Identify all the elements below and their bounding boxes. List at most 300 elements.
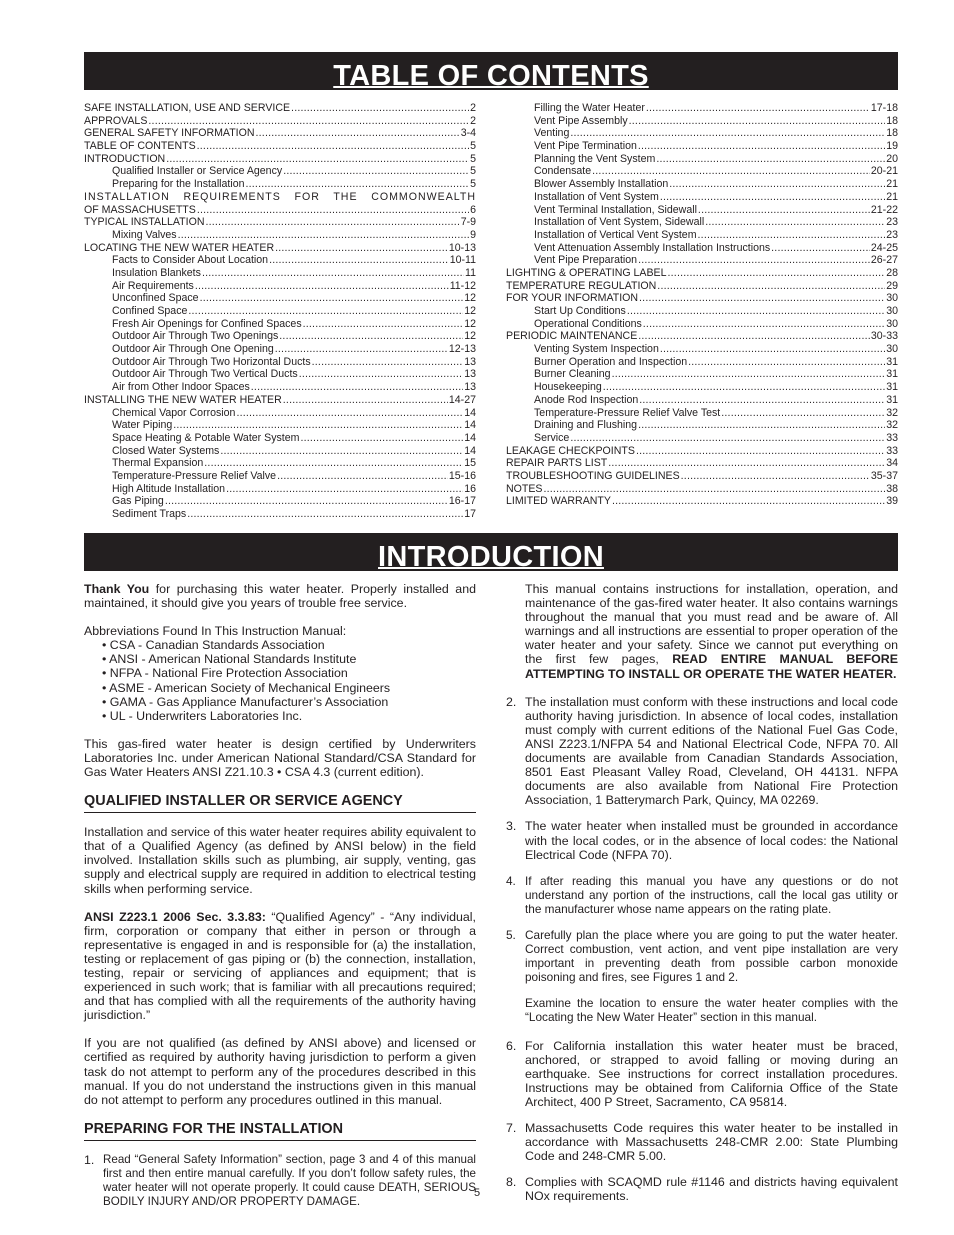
toc-page-number: 12 bbox=[464, 305, 476, 318]
item-text: Complies with SCAQMD rule #1146 and districts having equivalent NOx requirements. bbox=[525, 1175, 898, 1204]
toc-entry-label: Facts to Consider About Location bbox=[112, 254, 269, 267]
toc-entry bbox=[84, 153, 476, 166]
toc-entry-label: High Altitude Installation bbox=[112, 482, 226, 495]
toc-subentry bbox=[506, 343, 898, 356]
toc-subentry bbox=[506, 407, 898, 420]
toc-subentry bbox=[84, 483, 476, 496]
toc-leader-dots bbox=[656, 153, 885, 166]
toc-page-number: 21-22 bbox=[870, 203, 898, 216]
toc-subentry bbox=[506, 191, 898, 204]
toc-page-number: 17-18 bbox=[870, 102, 898, 114]
toc-subentry bbox=[84, 330, 476, 343]
toc-entry-label: PERIODIC MAINTENANCE bbox=[506, 330, 638, 343]
toc-leader-dots bbox=[612, 495, 885, 508]
toc-subentry bbox=[84, 356, 476, 369]
thank-you-bold: Thank You bbox=[84, 582, 150, 596]
toc-leader-dots bbox=[646, 102, 870, 115]
ansi-reference: ANSI Z223.1 2006 Sec. 3.3.83: bbox=[84, 909, 266, 924]
numbered-item-2 bbox=[506, 695, 898, 808]
item-number: 2. bbox=[506, 694, 517, 709]
toc-page-number: 10-11 bbox=[449, 254, 476, 267]
toc-leader-dots bbox=[705, 216, 885, 229]
toc-entry-label: Outdoor Air Through One Opening bbox=[112, 343, 274, 356]
toc-heading: TABLE OF CONTENTS bbox=[84, 52, 898, 90]
toc-page-number: 12-13 bbox=[448, 343, 476, 356]
toc-leader-dots bbox=[197, 204, 469, 217]
toc-leader-dots bbox=[291, 102, 469, 115]
item-1-continuation-text: This manual contains instructions for installation, operation, and maintenance of the gas-fired water heater. It also contains warnings throughout the manual that you must read and be aware of. All warnings and all instructions are essential to proper operation of the water heater and your safety. Since we cannot put everything on the first few pages, bbox=[525, 582, 898, 667]
toc-page-number: 13 bbox=[464, 355, 476, 368]
toc-leader-dots bbox=[688, 356, 885, 369]
toc-entry-label: Blower Assembly Installation bbox=[534, 178, 669, 191]
toc-page-number: 33 bbox=[886, 431, 898, 444]
toc-subentry bbox=[84, 368, 476, 381]
toc-entry-label: NOTES bbox=[506, 482, 543, 495]
toc-page-number: 16-17 bbox=[448, 495, 476, 508]
toc-leader-dots bbox=[638, 140, 885, 153]
toc-entry-label: Confined Space bbox=[112, 305, 188, 318]
toc-leader-dots bbox=[166, 153, 469, 166]
toc-page-number: 12 bbox=[464, 292, 476, 305]
toc-subentry bbox=[506, 204, 898, 217]
toc-subentry bbox=[84, 445, 476, 458]
toc-entry-label: FOR YOUR INFORMATION bbox=[506, 292, 639, 305]
toc-page-number: 11 bbox=[465, 266, 476, 279]
toc-page-number: 6 bbox=[470, 203, 476, 216]
abbreviation-item: • ASME - American Society of Mechanical Engineers bbox=[84, 681, 476, 695]
toc-page-number: 18 bbox=[886, 127, 898, 140]
toc-entry-label: Installation of Vertical Vent System bbox=[534, 228, 697, 241]
toc-subentry bbox=[84, 419, 476, 432]
toc-leader-dots bbox=[721, 407, 885, 420]
item-number: 3. bbox=[506, 819, 517, 834]
item-text: Read “General Safety Information” section, page 3 and 4 of this manual first and then entire manual carefully. If you don’t follow safety rules, the water heater will not operate properly. It could cause DEATH, SERIOUS BODILY INJURY AND/OR PROPERTY DAMAGE. bbox=[103, 1152, 476, 1209]
toc-leader-dots bbox=[570, 432, 885, 445]
toc-page-number: 31 bbox=[886, 393, 898, 406]
toc-entry-label: Closed Water Systems bbox=[112, 444, 220, 457]
toc-entry-label: Vent Pipe Termination bbox=[534, 140, 637, 153]
toc-entry bbox=[84, 394, 476, 407]
toc-entry-label: LOCATING THE NEW WATER HEATER bbox=[84, 241, 275, 254]
toc-page-number: 30 bbox=[886, 292, 898, 305]
toc-page-number: 28 bbox=[886, 266, 898, 279]
toc-page-number: 17 bbox=[464, 508, 476, 521]
toc-leader-dots bbox=[669, 178, 885, 191]
toc-entry-label: Sediment Traps bbox=[112, 508, 187, 521]
ansi-definition-text: “Qualified Agency” - “Any individual, firm, corporation or company that either in person or through a representative is engaged in and is responsible for (a) the installation, testing or replacement of gas piping or (b) the connection, installation, testing, repair or servicing of appliances and equipment; that is experienced in such work; that is familiar with all precautions required; and that has complied with all the requirements of the authority having jurisdiction.” bbox=[84, 909, 476, 1023]
toc-entry-label: TABLE OF CONTENTS bbox=[84, 140, 196, 153]
toc-entry-label: Housekeeping bbox=[534, 381, 602, 394]
toc-entry-label: LIGHTING & OPERATING LABEL bbox=[506, 266, 667, 279]
toc-page-number: 5 bbox=[470, 152, 476, 165]
read-entire-manual-warning: READ ENTIRE MANUAL BEFORE ATTEMPTING TO INSTALL OR OPERATE THE WATER HEATER. bbox=[525, 652, 898, 681]
toc-entry-label: INSTALLATION REQUIREMENTS FOR THE COMMONWEALTH bbox=[84, 190, 476, 203]
toc-entry-label: APPROVALS bbox=[84, 114, 148, 127]
toc-subentry bbox=[84, 381, 476, 394]
toc-leader-dots bbox=[173, 419, 463, 432]
toc-leader-dots bbox=[627, 305, 885, 318]
toc-page-number: 19 bbox=[886, 140, 898, 153]
toc-page-number: 38 bbox=[886, 482, 898, 495]
toc-subentry bbox=[506, 254, 898, 267]
toc-leader-dots bbox=[220, 445, 463, 458]
toc-page-number: 24-25 bbox=[870, 241, 898, 254]
toc-page-number: 14 bbox=[464, 444, 476, 457]
toc-page-number: 12 bbox=[464, 317, 476, 330]
toc-subentry bbox=[506, 153, 898, 166]
toc-leader-dots bbox=[660, 343, 885, 356]
toc-entry-label: Temperature-Pressure Relief Valve bbox=[112, 469, 277, 482]
toc-entry-label: Water Piping bbox=[112, 419, 173, 432]
toc-entry-label: Qualified Installer or Service Agency bbox=[112, 165, 283, 178]
toc-page-number: 15 bbox=[464, 457, 476, 470]
toc-leader-dots bbox=[236, 407, 463, 420]
toc-page-number: 31 bbox=[886, 368, 898, 381]
item-text: For California installation this water heater must be braced, anchored, or strapped to avoid falling or moving during an earthquake. See instructions for correct installation procedures. Instructions may be obtained from California Office of the State Architect, 400 P Street, Sacramento, CA 95814. bbox=[525, 1038, 898, 1109]
toc-page-number: 12 bbox=[464, 330, 476, 343]
toc-leader-dots bbox=[275, 242, 448, 255]
toc-page-number: 29 bbox=[886, 279, 898, 292]
numbered-item-7 bbox=[506, 1121, 898, 1163]
toc-subentry bbox=[84, 254, 476, 267]
toc-leader-dots bbox=[638, 330, 870, 343]
toc-entry bbox=[506, 495, 898, 508]
toc-leader-dots bbox=[187, 508, 463, 521]
toc-subentry bbox=[84, 280, 476, 293]
toc-page-number: 21 bbox=[886, 190, 898, 203]
toc-subentry bbox=[84, 432, 476, 445]
toc-subentry bbox=[84, 229, 476, 242]
toc-entry-label: Vent Terminal Installation, Sidewall bbox=[534, 203, 697, 216]
toc-entry-label: Venting bbox=[534, 127, 570, 140]
toc-page-number: 39 bbox=[886, 495, 898, 508]
toc-page-number: 31 bbox=[886, 381, 898, 394]
toc-page-number: 14 bbox=[464, 419, 476, 432]
toc-subentry bbox=[84, 495, 476, 508]
toc-subentry bbox=[506, 165, 898, 178]
toc-leader-dots bbox=[256, 127, 460, 140]
toc-entry-label: Installation of Vent System, Sidewall bbox=[534, 216, 705, 229]
item-number: 8. bbox=[506, 1175, 517, 1190]
toc-entry-label: Vent Pipe Assembly bbox=[534, 114, 628, 127]
toc-page-number: 26-27 bbox=[870, 254, 898, 267]
numbered-item-4 bbox=[506, 874, 898, 916]
toc-subentry bbox=[506, 356, 898, 369]
toc-subentry bbox=[84, 305, 476, 318]
toc-page-number: 10-13 bbox=[448, 241, 476, 254]
abbreviation-item: • UL - Underwriters Laboratories Inc. bbox=[84, 709, 476, 723]
toc-page-number: 31 bbox=[886, 355, 898, 368]
toc-leader-dots bbox=[283, 394, 448, 407]
item-number: 6. bbox=[506, 1038, 517, 1053]
toc-entry-label: Chemical Vapor Corrosion bbox=[112, 406, 236, 419]
toc-entry bbox=[84, 191, 476, 216]
toc-subentry bbox=[84, 407, 476, 420]
toc-subentry bbox=[506, 229, 898, 242]
toc-entry-label: Insulation Blankets bbox=[112, 266, 201, 279]
toc-entry-label: TEMPERATURE REGULATION bbox=[506, 279, 657, 292]
toc-leader-dots bbox=[570, 127, 885, 140]
toc-entry-label: Fresh Air Openings for Confined Spaces bbox=[112, 317, 302, 330]
toc-subentry bbox=[506, 368, 898, 381]
toc-page-number: 9 bbox=[470, 228, 476, 241]
toc-subentry bbox=[506, 178, 898, 191]
toc-page-number: 18 bbox=[886, 114, 898, 127]
toc-leader-dots bbox=[660, 191, 885, 204]
item-number: 1. bbox=[84, 1152, 95, 1167]
not-qualified-paragraph: If you are not qualified (as defined by ANSI above) and licensed or certified as required by authority having jurisdiction to perform a given task do not attempt to perform any of the procedures described in this manual. If you do not understand the instructions given in this manual do not attempt to perform any procedures outlined in this manual. bbox=[84, 1036, 476, 1107]
toc-page-number: 11-12 bbox=[449, 279, 476, 292]
item-text: Carefully plan the place where you are going to put the water heater. Correct combustion, vent action, and vent pipe installation are very important in preventing death from possible carbon monoxide poisoning and fires, see Figures 1 and 2. bbox=[525, 927, 898, 985]
toc-leader-dots bbox=[638, 419, 885, 432]
toc-entry-label: TYPICAL INSTALLATION bbox=[84, 216, 205, 229]
toc-subentry bbox=[84, 343, 476, 356]
toc-leader-dots bbox=[277, 470, 448, 483]
toc-page-number: 30 bbox=[886, 317, 898, 330]
toc-subentry bbox=[506, 432, 898, 445]
toc-leader-dots bbox=[148, 115, 469, 128]
toc-entry-label: LEAKAGE CHECKPOINTS bbox=[506, 444, 635, 457]
toc-entry-label: SAFE INSTALLATION, USE AND SERVICE bbox=[84, 102, 291, 114]
toc-leader-dots bbox=[226, 483, 463, 496]
thank-you-text: for purchasing this water heater. Properly installed and maintained, it should give you years of trouble free service. bbox=[84, 582, 476, 611]
toc-entry bbox=[506, 292, 898, 305]
abbreviation-item: • CSA - Canadian Standards Association bbox=[84, 638, 476, 652]
toc-leader-dots bbox=[202, 267, 464, 280]
item-1-continuation bbox=[506, 582, 898, 681]
toc-page-number: 23 bbox=[886, 216, 898, 229]
toc-page-number: 30 bbox=[886, 343, 898, 356]
toc-entry-label: Anode Rod Inspection bbox=[534, 393, 639, 406]
toc-page-number: 32 bbox=[886, 406, 898, 419]
toc-leader-dots bbox=[698, 229, 886, 242]
toc-page-number: 14 bbox=[464, 406, 476, 419]
toc-page-number: 2 bbox=[470, 102, 476, 114]
page-number: 5 bbox=[473, 1187, 481, 1199]
ansi-definition-paragraph bbox=[84, 910, 476, 1023]
abbreviations-list bbox=[84, 624, 476, 723]
toc-leader-dots bbox=[681, 470, 870, 483]
toc-subentry bbox=[84, 165, 476, 178]
toc-page-number: 34 bbox=[886, 457, 898, 470]
toc-page-number: 23 bbox=[886, 228, 898, 241]
toc-subentry bbox=[506, 102, 898, 115]
toc-leader-dots bbox=[178, 229, 470, 242]
toc-leader-dots bbox=[283, 165, 469, 178]
toc-leader-dots bbox=[643, 318, 885, 331]
toc-page-number: 14 bbox=[464, 431, 476, 444]
toc-entry bbox=[84, 242, 476, 255]
toc-leader-dots bbox=[300, 432, 463, 445]
toc-entry bbox=[506, 280, 898, 293]
item-text: The water heater when installed must be grounded in accordance with the local codes, or in the absence of local codes: the National Electrical Code (NFPA 70). bbox=[525, 819, 898, 862]
toc-leader-dots bbox=[608, 457, 885, 470]
toc-leader-dots bbox=[603, 381, 885, 394]
toc-subentry bbox=[84, 292, 476, 305]
numbered-item-5 bbox=[506, 928, 898, 984]
toc-leader-dots bbox=[275, 343, 448, 356]
toc-page-number: 14-27 bbox=[448, 393, 476, 406]
toc-leader-dots bbox=[303, 318, 464, 331]
toc-entry-label: Thermal Expansion bbox=[112, 457, 204, 470]
toc-entry-label: Vent Attenuation Assembly Installation Instructions bbox=[534, 241, 771, 254]
toc-entry-label: Installation of Vent System bbox=[534, 190, 659, 203]
toc-entry-label: INSTALLING THE NEW WATER HEATER bbox=[84, 393, 282, 406]
toc-leader-dots bbox=[612, 368, 886, 381]
toc-leader-dots bbox=[636, 445, 885, 458]
toc-entry-label: Venting System Inspection bbox=[534, 343, 659, 356]
toc-subentry bbox=[506, 381, 898, 394]
toc-entry-label: Outdoor Air Through Two Vertical Ducts bbox=[112, 368, 298, 381]
toc-entry bbox=[506, 483, 898, 496]
toc-entry-label: GENERAL SAFETY INFORMATION bbox=[84, 127, 255, 140]
toc-page-number: 35-37 bbox=[870, 469, 898, 482]
intro-right-column bbox=[506, 582, 898, 1215]
numbered-item-1 bbox=[84, 1153, 476, 1209]
toc-entry-label: Air from Other Indoor Spaces bbox=[112, 381, 250, 394]
toc-leader-dots bbox=[251, 381, 463, 394]
intro-left-column bbox=[84, 582, 476, 1221]
toc-subentry bbox=[506, 419, 898, 432]
introduction-heading: INTRODUCTION bbox=[84, 533, 898, 571]
toc-subentry bbox=[84, 318, 476, 331]
toc-page-number: 32 bbox=[886, 419, 898, 432]
item-text: Massachusetts Code requires this water heater to be installed in accordance with Massachusetts 248-CMR 2.00: State Plumbing Code and 248-CMR 5.00. bbox=[525, 1121, 898, 1164]
toc-leader-dots bbox=[657, 280, 885, 293]
toc-page-number: 5 bbox=[470, 178, 476, 191]
toc-page-number: 2 bbox=[470, 114, 476, 127]
toc-entry bbox=[84, 102, 476, 115]
toc-page-number: 15-16 bbox=[448, 469, 476, 482]
toc-entry-label: Condensate bbox=[534, 165, 592, 178]
toc-entry-label: REPAIR PARTS LIST bbox=[506, 457, 608, 470]
toc-leader-dots bbox=[165, 495, 448, 508]
toc-page-number: 20-21 bbox=[870, 165, 898, 178]
toc-page-number: 30-33 bbox=[870, 330, 898, 343]
item-number: 5. bbox=[506, 927, 516, 942]
toc-subentry bbox=[84, 508, 476, 521]
qualified-installer-heading: QUALIFIED INSTALLER OR SERVICE AGENCY bbox=[84, 793, 476, 813]
toc-entry bbox=[506, 330, 898, 343]
toc-entry-label: LIMITED WARRANTY bbox=[506, 495, 611, 508]
toc-leader-dots bbox=[299, 368, 464, 381]
thank-you-paragraph bbox=[84, 582, 476, 610]
toc-entry bbox=[506, 445, 898, 458]
toc-subentry bbox=[506, 216, 898, 229]
toc-entry-label: Burner Operation and Inspection bbox=[534, 355, 688, 368]
toc-subentry bbox=[506, 318, 898, 331]
item-number: 4. bbox=[506, 873, 516, 888]
toc-subentry bbox=[506, 394, 898, 407]
numbered-item-6 bbox=[506, 1039, 898, 1109]
toc-entry-label: Planning the Vent System bbox=[534, 152, 656, 165]
toc-subentry bbox=[84, 457, 476, 470]
toc-subentry bbox=[84, 267, 476, 280]
abbreviations-title: Abbreviations Found In This Instruction Manual: bbox=[84, 624, 347, 639]
toc-page-number: 30 bbox=[886, 305, 898, 317]
toc-entry-label: Filling the Water Heater bbox=[534, 102, 645, 114]
toc-entry-label: OF MASSACHUSETTS bbox=[84, 203, 196, 216]
toc-page-number: 5 bbox=[470, 140, 476, 153]
toc-leader-dots bbox=[204, 457, 463, 470]
toc-entry-label: Service bbox=[534, 431, 570, 444]
toc-entry-label: Mixing Valves bbox=[112, 228, 177, 241]
toc-page-number: 13 bbox=[464, 381, 476, 394]
abbreviation-item: • GAMA - Gas Appliance Manufacturer’s Association bbox=[84, 695, 476, 709]
toc-subentry bbox=[506, 127, 898, 140]
numbered-item-3 bbox=[506, 819, 898, 861]
toc-leader-dots bbox=[312, 356, 464, 369]
toc-entry-label: Vent Pipe Preparation bbox=[534, 254, 638, 267]
item-text: The installation must conform with these instructions and local code authority having jurisdiction. In absence of local codes, installation must comply with current editions of the National Fuel Gas Code, ANSI Z223.1/NFPA 54 and National Electrical Code, NFPA 70. All documents are available from Canadian Standards Association, 8501 East Pleasant Valley Road, Cleveland, OH 44131. NFPA documents are also available from National Fire Protection Association, 1 Batterymarch Park, Quincy, MA 02269. bbox=[525, 694, 898, 808]
toc-entry-label: Start Up Conditions bbox=[534, 305, 626, 317]
toc-page-number: 5 bbox=[470, 165, 476, 178]
item-number: 7. bbox=[506, 1121, 517, 1135]
toc-leader-dots bbox=[639, 292, 885, 305]
toc-leader-dots bbox=[269, 254, 449, 267]
toc-entry-label: Outdoor Air Through Two Openings bbox=[112, 330, 279, 343]
toc-leader-dots bbox=[279, 330, 463, 343]
toc-subentry bbox=[506, 140, 898, 153]
toc-entry bbox=[506, 470, 898, 483]
abbreviation-item: • NFPA - National Fire Protection Association bbox=[84, 666, 476, 680]
toc-entry-label: Preparing for the Installation bbox=[112, 178, 245, 191]
toc-page-number: 7-9 bbox=[460, 216, 476, 229]
toc-entry bbox=[84, 216, 476, 229]
toc-leader-dots bbox=[638, 254, 870, 267]
toc-entry bbox=[84, 115, 476, 128]
toc-entry-label: Temperature-Pressure Relief Valve Test bbox=[534, 406, 721, 419]
toc-leader-dots bbox=[629, 115, 886, 128]
toc-leader-dots bbox=[246, 178, 470, 191]
toc-entry-label: Air Requirements bbox=[112, 279, 194, 292]
toc-entry bbox=[506, 457, 898, 470]
toc-entry-label: INTRODUCTION bbox=[84, 152, 166, 165]
toc-page-number: 3-4 bbox=[460, 127, 476, 140]
toc-page-number: 13 bbox=[464, 368, 476, 381]
toc-entry-label: Outdoor Air Through Two Horizontal Ducts bbox=[112, 355, 311, 368]
toc-entry-label: Space Heating & Potable Water System bbox=[112, 431, 300, 444]
design-certification-paragraph: This gas-fired water heater is design certified by Underwriters Laboratories Inc. under American National Standard/CSA Standard for Gas Water Heaters ANSI Z21.10.3 • CSA 4.3 (current edition). bbox=[84, 736, 476, 780]
toc-entry bbox=[84, 140, 476, 153]
toc-entry-label: TROUBLESHOOTING GUIDELINES bbox=[506, 469, 680, 482]
toc-leader-dots bbox=[188, 305, 463, 318]
toc-right-column bbox=[506, 102, 898, 508]
toc-page-number: 20 bbox=[886, 152, 898, 165]
toc-subentry bbox=[84, 178, 476, 191]
toc-page-number: 21 bbox=[886, 178, 898, 191]
abbreviation-item: • ANSI - American National Standards Institute bbox=[84, 652, 476, 666]
toc-entry-label: Gas Piping bbox=[112, 495, 164, 508]
item-text: If after reading this manual you have any questions or do not understand any portion of the instructions, call the local gas utility or the manufacturer whose name appears on the rating plate. bbox=[525, 873, 898, 916]
qualified-installer-paragraph: Installation and service of this water heater requires ability equivalent to that of a Qualified Agency (as defined by ANSI below) in the field involved. Installation skills such as plumbing, air supply, venting, gas supply and electrical supply are required in addition to electrical testing skills when performing service. bbox=[84, 825, 476, 896]
preparing-installation-heading: PREPARING FOR THE INSTALLATION bbox=[84, 1121, 476, 1141]
toc-leader-dots bbox=[205, 216, 459, 229]
toc-leader-dots bbox=[200, 292, 464, 305]
toc-subentry bbox=[506, 305, 898, 318]
toc-page-number: 33 bbox=[886, 444, 898, 457]
toc-leader-dots bbox=[195, 280, 449, 293]
item-5-continuation: Examine the location to ensure the water heater complies with the “Locating the New Water Heater” section in this manual. bbox=[525, 996, 898, 1025]
toc-leader-dots bbox=[639, 394, 885, 407]
toc-page-number: 16 bbox=[464, 482, 476, 495]
toc-entry bbox=[84, 204, 476, 217]
toc-entry-label: Unconfined Space bbox=[112, 292, 199, 305]
toc-leader-dots bbox=[544, 483, 886, 496]
toc-subentry bbox=[506, 115, 898, 128]
toc-leader-dots bbox=[592, 165, 870, 178]
toc-left-column bbox=[84, 102, 476, 521]
